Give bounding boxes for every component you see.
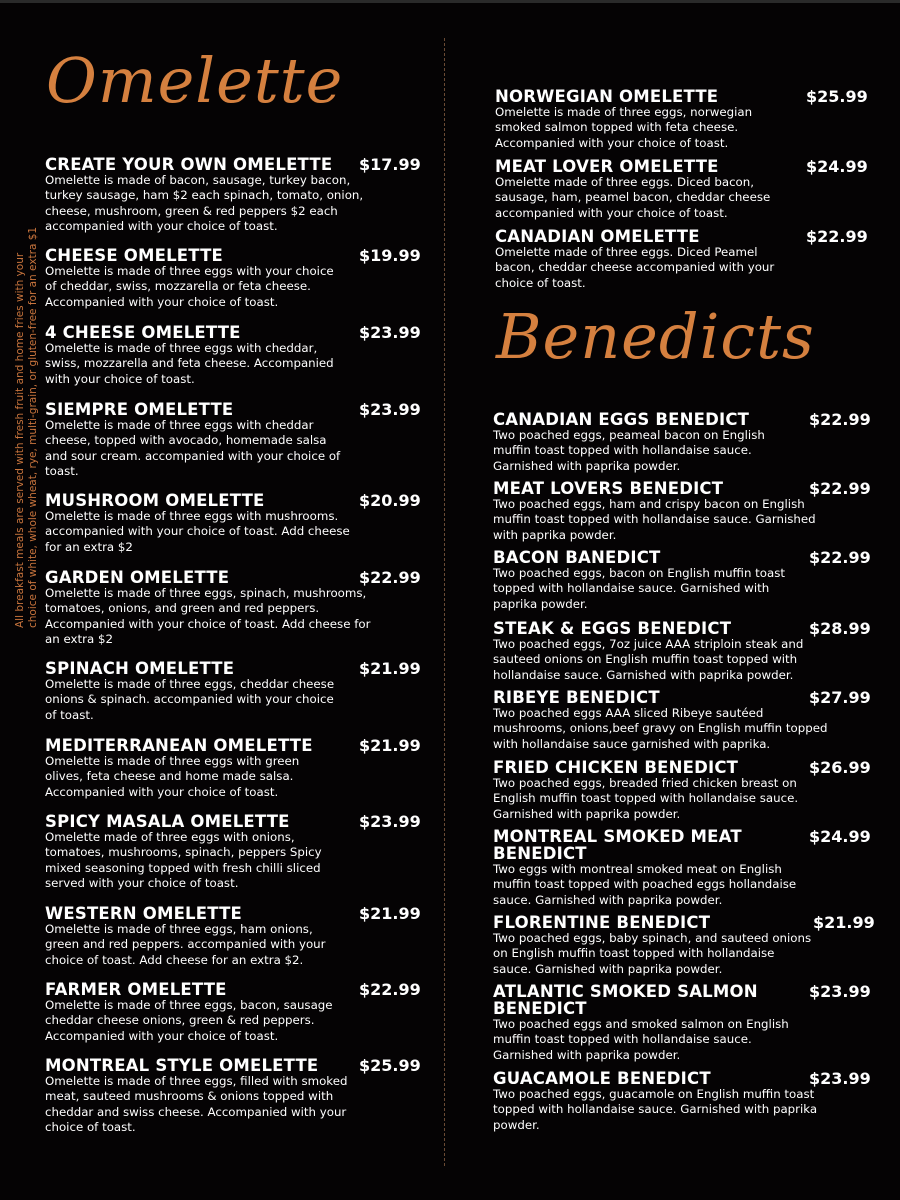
item-price: $25.99	[359, 1056, 421, 1075]
menu-item	[493, 1070, 871, 1133]
omelette-section-title: Omelette	[46, 44, 344, 117]
item-name: CHEESE OMELETTE	[45, 246, 224, 265]
item-description: Two poached eggs, 7oz juice AAA striploin steak and sauteed onions on English muffin toast topped with hollandaise sauce. Garnished with paprika powder.	[493, 637, 804, 682]
item-name: MONTREAL SMOKED MEAT BENEDICT	[493, 827, 742, 863]
menu-item	[45, 491, 421, 555]
top-border	[0, 0, 900, 3]
item-price: $22.99	[809, 548, 871, 567]
column-divider	[444, 38, 445, 1166]
item-description: Two poached eggs, ham and crispy bacon on English muffin toast topped with hollandaise sauce. Garnished with paprika powder.	[493, 497, 816, 542]
item-name: CREATE YOUR OWN OMELETTE	[45, 155, 333, 174]
item-price: $21.99	[359, 904, 421, 923]
item-price: $22.99	[809, 479, 871, 498]
item-price: $25.99	[806, 87, 868, 106]
item-description: Omelette is made of three eggs, cheddar cheese onions & spinach. accompanied with your choice of toast.	[45, 677, 335, 722]
menu-item	[45, 659, 421, 723]
item-description: Two poached eggs, guacamole on English muffin toast topped with hollandaise sauce. Garnished with paprika powder.	[493, 1087, 818, 1132]
item-name: MUSHROOM OMELETTE	[45, 491, 265, 510]
menu-item	[493, 411, 871, 474]
item-description: Omelette is made of three eggs with cheddar cheese, topped with avocado, homemade salsa and sour cream. accompanied with your choice of toast.	[45, 418, 341, 478]
item-description: Two poached eggs, breaded fried chicken breast on English muffin toast topped with hollandaise sauce. Garnished with paprika powder.	[493, 776, 799, 821]
item-name: ATLANTIC SMOKED SALMON BENEDICT	[493, 982, 758, 1018]
item-name: BACON BANEDICT	[493, 548, 661, 567]
item-price: $26.99	[809, 758, 871, 777]
item-description: Omelette is made of three eggs, norwegian smoked salmon topped with feta cheese. Accompanied with your choice of toast.	[495, 105, 753, 150]
item-name: SPICY MASALA OMELETTE	[45, 812, 290, 831]
menu-item	[493, 759, 871, 822]
menu-item	[45, 1056, 421, 1135]
item-name: NORWEGIAN OMELETTE	[495, 87, 719, 106]
item-description: Omelette is made of three eggs with your choice of cheddar, swiss, mozzarella or feta cheese. Accompanied with your choice of toast.	[45, 264, 334, 309]
item-description: Two poached eggs, bacon on English muffin toast topped with hollandaise sauce. Garnished with paprika powder.	[493, 566, 786, 611]
item-price: $21.99	[359, 659, 421, 678]
menu-item	[493, 828, 871, 908]
item-description: Omelette is made of three eggs with mushrooms. accompanied with your choice of toast. Add cheese for an extra $2	[45, 509, 350, 554]
item-price: $23.99	[359, 400, 421, 419]
menu-item	[493, 689, 871, 752]
item-price: $23.99	[809, 1069, 871, 1088]
item-description: Omelette is made of bacon, sausage, turkey bacon, turkey sausage, ham $2 each spinach, tomato, onion, cheese, mushroom, green & red peppers $2 each accompanied with your choice of toast.	[45, 173, 364, 233]
menu-item	[493, 983, 871, 1063]
item-description: Omelette is made of three eggs, ham onions, green and red peppers. accompanied with your choice of toast. Add cheese for an extra $2.	[45, 922, 326, 967]
benedicts-section-title: Benedicts	[496, 300, 815, 373]
item-name: STEAK & EGGS BENEDICT	[493, 619, 732, 638]
menu-item	[493, 549, 871, 612]
item-name: FARMER OMELETTE	[45, 980, 227, 999]
menu-item	[45, 155, 421, 234]
item-name: MEAT LOVERS BENEDICT	[493, 479, 724, 498]
menu-item	[45, 736, 421, 800]
menu-item	[495, 228, 867, 291]
item-description: Two eggs with montreal smoked meat on English muffin toast topped with poached eggs hollandaise sauce. Garnished with paprika powder.	[493, 862, 797, 907]
item-price: $23.99	[359, 812, 421, 831]
item-price: $21.99	[813, 913, 875, 932]
item-price: $27.99	[809, 688, 871, 707]
item-price: $23.99	[359, 323, 421, 342]
item-price: $23.99	[809, 982, 871, 1001]
item-price: $22.99	[359, 568, 421, 587]
item-price: $28.99	[809, 619, 871, 638]
item-description: Omelette is made of three eggs with cheddar, swiss, mozzarella and feta cheese. Accompanied with your choice of toast.	[45, 341, 334, 386]
item-name: CANADIAN OMELETTE	[495, 227, 700, 246]
item-price: $22.99	[359, 980, 421, 999]
item-name: SPINACH OMELETTE	[45, 659, 235, 678]
item-price: $19.99	[359, 246, 421, 265]
item-description: Two poached eggs AAA sliced Ribeye sautéed mushrooms, onions,beef gravy on English muffin topped with hollandaise sauce garnished with paprika.	[493, 706, 828, 751]
menu-item	[45, 980, 421, 1044]
menu-item	[45, 246, 421, 310]
item-price: $22.99	[806, 227, 868, 246]
item-price: $21.99	[359, 736, 421, 755]
item-description: Omelette is made of three eggs, bacon, sausage cheddar cheese onions, green & red peppers. Accompanied with your choice of toast.	[45, 998, 333, 1043]
item-name: MEDITERRANEAN OMELETTE	[45, 736, 313, 755]
menu-item	[493, 480, 871, 543]
item-name: MEAT LOVER OMELETTE	[495, 157, 719, 176]
item-name: CANADIAN EGGS BENEDICT	[493, 410, 750, 429]
item-name: FLORENTINE BENEDICT	[493, 913, 711, 932]
menu-item	[45, 323, 421, 387]
item-description: Two poached eggs, peameal bacon on English muffin toast topped with hollandaise sauce. Garnished with paprika powder.	[493, 428, 765, 473]
menu-item	[493, 620, 871, 683]
item-name: WESTERN OMELETTE	[45, 904, 243, 923]
item-description: Omelette is made of three eggs, filled with smoked meat, sauteed mushrooms & onions topped with cheddar and swiss cheese. Accompanied with your choice of toast.	[45, 1074, 348, 1134]
menu-item	[45, 568, 421, 647]
item-price: $24.99	[806, 157, 868, 176]
item-description: Omelette is made of three eggs with green olives, feta cheese and home made salsa. Accompanied with your choice of toast.	[45, 754, 300, 799]
item-price: $24.99	[809, 827, 871, 846]
menu-item	[495, 88, 867, 151]
menu-item	[495, 158, 867, 221]
item-name: SIEMPRE OMELETTE	[45, 400, 234, 419]
item-name: FRIED CHICKEN BENEDICT	[493, 758, 739, 777]
item-name: GUACAMOLE BENEDICT	[493, 1069, 711, 1088]
item-price: $22.99	[809, 410, 871, 429]
item-description: Omelette made of three eggs with onions, tomatoes, mushrooms, spinach, peppers Spicy mixed seasoning topped with fresh chilli sliced served with your choice of toast.	[45, 830, 322, 890]
menu-item	[45, 812, 421, 891]
side-note: All breakfast meals are served with fresh fruit and home fries with your choice of white, whole wheat, rye, multi-grain, or gluten-free for an extra $1	[14, 226, 39, 628]
item-description: Omelette is made of three eggs, spinach, mushrooms, tomatoes, onions, and green and red peppers. Accompanied with your choice of toast. Add cheese for an extra $2	[45, 586, 371, 646]
menu-item	[45, 904, 421, 968]
item-name: GARDEN OMELETTE	[45, 568, 230, 587]
item-description: Omelette made of three eggs. Diced bacon, sausage, ham, peamel bacon, cheddar cheese accompanied with your choice of toast.	[495, 175, 771, 220]
menu-item	[493, 913, 875, 977]
item-description: Two poached eggs, baby spinach, and sauteed onions on English muffin toast topped with hollandaise sauce. Garnished with paprika powder.	[493, 931, 812, 976]
item-price: $17.99	[359, 155, 421, 174]
item-price: $20.99	[359, 491, 421, 510]
menu-item	[45, 400, 421, 479]
item-description: Omelette made of three eggs. Diced Peamel bacon, cheddar cheese accompanied with your choice of toast.	[495, 245, 775, 290]
item-name: RIBEYE BENEDICT	[493, 688, 660, 707]
item-name: MONTREAL STYLE OMELETTE	[45, 1056, 319, 1075]
item-description: Two poached eggs and smoked salmon on English muffin toast topped with hollandaise sauce. Garnished with paprika powder.	[493, 1017, 789, 1062]
item-name: 4 CHEESE OMELETTE	[45, 323, 241, 342]
